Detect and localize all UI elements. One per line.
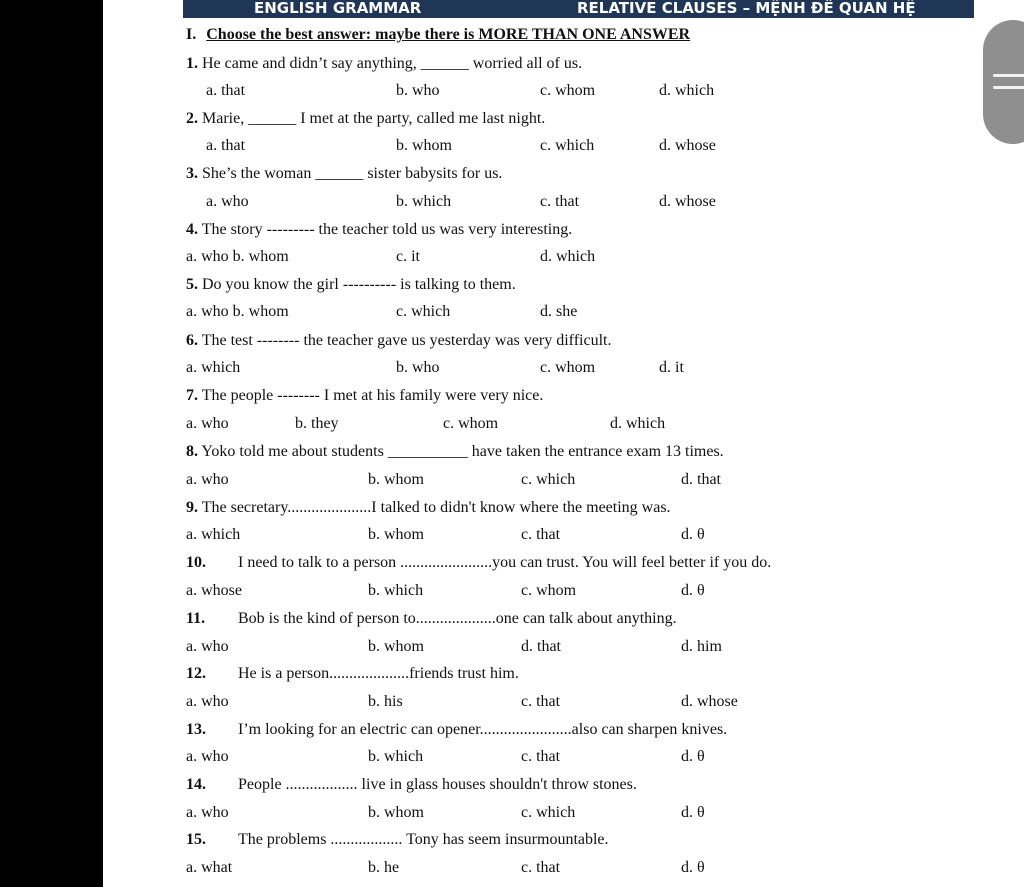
q5-option-c: c. which [396, 303, 451, 320]
question-7: 7. The people -------- I met at his family were very nice. [186, 387, 544, 404]
section-title: Choose the best answer: maybe there is MORE THAN ONE ANSWER [206, 26, 691, 43]
q1-option-c: c. whom [540, 82, 596, 99]
q7-option-b: b. they [295, 415, 339, 432]
q13-option-d: d. θ [681, 748, 705, 765]
q6-option-a: a. which [186, 359, 241, 376]
header-left: ENGLISH GRAMMAR [254, 0, 422, 17]
question-9: 9. The secretary.....................I talked to didn't know where the meeting was. [186, 499, 671, 516]
q3-option-c: c. that [540, 193, 580, 210]
q15-option-b: b. he [368, 859, 400, 876]
q13-option-b: b. which [368, 748, 424, 765]
q11-option-d: d. him [681, 638, 722, 655]
question-6: 6. The test -------- the teacher gave us yesterday was very difficult. [186, 332, 612, 349]
q12-option-d: d. whose [681, 693, 738, 710]
q8-option-b: b. whom [368, 471, 424, 488]
q6-option-b: b. who [396, 359, 440, 376]
q7-option-a: a. who [186, 415, 229, 432]
q8-option-d: d. that [681, 471, 721, 488]
q12-option-b: b. his [368, 693, 403, 710]
question-10: 10. I need to talk to a person .......................you can trust. You will feel better if you do. [186, 554, 772, 571]
q6-option-c: c. whom [540, 359, 596, 376]
question-12: 12. He is a person....................friends trust him. [186, 665, 519, 682]
question-13: 13. I’m looking for an electric can opener.......................also can sharpen knives. [186, 721, 728, 738]
grip-line-icon [993, 74, 1024, 77]
q15-option-a: a. what [186, 859, 233, 876]
header-bar [183, 0, 974, 18]
question-15: 15. The problems .................. Tony has seem insurmountable. [186, 831, 609, 848]
q2-option-b: b. whom [396, 137, 452, 154]
q14-option-a: a. who [186, 804, 229, 821]
q7-option-d: d. which [610, 415, 666, 432]
q1-option-b: b. who [396, 82, 440, 99]
question-3: 3. She’s the woman ______ sister babysits for us. [186, 165, 503, 182]
q9-option-c: c. that [521, 526, 561, 543]
question-8: 8. Yoko told me about students __________ have taken the entrance exam 13 times. [186, 443, 724, 460]
question-1: 1. He came and didn’t say anything, ______ worried all of us. [186, 55, 583, 72]
q11-option-c: d. that [521, 638, 561, 655]
q11-option-a: a. who [186, 638, 229, 655]
q10-option-a: a. whose [186, 582, 242, 599]
q3-option-d: d. whose [659, 193, 716, 210]
q10-option-b: b. which [368, 582, 424, 599]
header-right: RELATIVE CLAUSES – MỆNH ĐỀ QUAN HỆ [577, 0, 916, 17]
section-number: I. [186, 26, 197, 43]
q4-option-ab: a. who b. whom [186, 248, 289, 265]
q9-option-b: b. whom [368, 526, 424, 543]
q4-option-c: c. it [396, 248, 420, 265]
q4-option-d: d. which [540, 248, 596, 265]
q12-option-c: c. that [521, 693, 561, 710]
q13-option-a: a. who [186, 748, 229, 765]
q7-option-c: c. whom [443, 415, 499, 432]
q8-option-c: c. which [521, 471, 576, 488]
q10-option-d: d. θ [681, 582, 705, 599]
q11-option-b: b. whom [368, 638, 424, 655]
q2-option-a: a. that [206, 137, 246, 154]
q14-option-b: b. whom [368, 804, 424, 821]
question-2: 2. Marie, ______ I met at the party, called me last night. [186, 110, 546, 127]
q5-option-ab: a. who b. whom [186, 303, 289, 320]
question-5: 5. Do you know the girl ---------- is talking to them. [186, 276, 516, 293]
q14-option-c: c. which [521, 804, 576, 821]
q3-option-a: a. who [206, 193, 249, 210]
q12-option-a: a. who [186, 693, 229, 710]
q10-option-c: c. whom [521, 582, 577, 599]
scroll-handle[interactable] [983, 20, 1024, 144]
q8-option-a: a. who [186, 471, 229, 488]
question-4: 4. The story --------- the teacher told us was very interesting. [186, 221, 573, 238]
grip-line-icon [993, 86, 1024, 89]
q13-option-c: c. that [521, 748, 561, 765]
q15-option-d: d. θ [681, 859, 705, 876]
question-14: 14. People .................. live in glass houses shouldn't throw stones. [186, 776, 637, 793]
q1-option-a: a. that [206, 82, 246, 99]
q3-option-b: b. which [396, 193, 452, 210]
q9-option-d: d. θ [681, 526, 705, 543]
q9-option-a: a. which [186, 526, 241, 543]
section-heading [186, 26, 690, 44]
q15-option-c: c. that [521, 859, 561, 876]
question-11: 11. Bob is the kind of person to....................one can talk about anything. [186, 610, 677, 627]
q1-option-d: d. which [659, 82, 715, 99]
q14-option-d: d. θ [681, 804, 705, 821]
q2-option-c: c. which [540, 137, 595, 154]
q5-option-d: d. she [540, 303, 578, 320]
q2-option-d: d. whose [659, 137, 716, 154]
q6-option-d: d. it [659, 359, 684, 376]
